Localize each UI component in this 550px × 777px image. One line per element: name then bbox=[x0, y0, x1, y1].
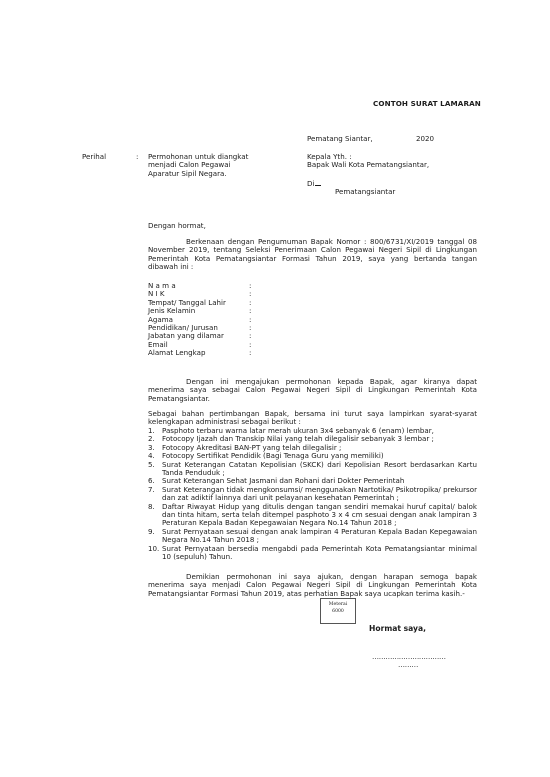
recipient-city: Pematangsiantar bbox=[335, 187, 396, 197]
applicant-field-label: N I K bbox=[148, 289, 165, 299]
applicant-field-colon: : bbox=[249, 281, 252, 290]
recipient-di-text: Di bbox=[307, 178, 315, 188]
attachment-item-text: Pasphoto terbaru warna latar merah ukuran 3x4 sebanyak 6 (enam) lembar, bbox=[162, 426, 434, 435]
attachment-item-number: 10. bbox=[148, 543, 160, 553]
applicant-fields bbox=[148, 282, 251, 358]
paragraph-opening-text: Berkenaan dengan Pengumuman Bapak Nomor : 800/6731/XI/2019 tanggal 08 November 2019, tentang Seleksi Penerimaan Calon Pegawai Negeri Sipil di Lingkungan Pemerintah Kota Pematangsiantar Formasi Tahun 2019, saya yang bertanda tangan dibawah ini : bbox=[148, 237, 477, 272]
attachment-item-number: 7. bbox=[148, 484, 155, 494]
paragraph-opening bbox=[148, 238, 477, 272]
applicant-field-colon: : bbox=[249, 289, 252, 299]
meterai-stamp-box bbox=[320, 598, 356, 624]
attachment-item bbox=[148, 486, 477, 503]
attachment-item-text: Fotocopy Sertifikat Pendidik (Bagi Tenaga Guru yang memiliki) bbox=[162, 451, 384, 461]
perihal-subject bbox=[148, 153, 248, 178]
recipient-title: Kepala Yth. : bbox=[307, 152, 352, 161]
applicant-field-label: Agama bbox=[148, 314, 173, 324]
recipient-address bbox=[307, 153, 429, 197]
paragraph-request-text: Dengan ini mengajukan permohonan kepada Bapak, agar kiranya dapat menerima saya sebagai Calon Pegawai Negeri Sipil di Lingkungan Pemerintah Kota Pematangsiantar. bbox=[148, 377, 477, 403]
attachment-item-text: Surat Pernyataan bersedia mengabdi pada Pemerintah Kota Pematangsiantar minimal 10 (sepuluh) Tahun. bbox=[162, 543, 477, 562]
attachment-item-number: 8. bbox=[148, 501, 155, 511]
perihal-line: Aparatur Sipil Negara. bbox=[148, 168, 227, 178]
attachment-item-text: Surat Keterangan tidak mengkonsumsi/ menggunakan Nartotika/ Psikotropika/ prekursor dan zat adiktif lainnya dari unit pelayanan kesehatan Pemerintah ; bbox=[162, 484, 477, 503]
applicant-field-label: Pendidikan/ Jurusan bbox=[148, 322, 218, 332]
meterai-label: Meterai bbox=[328, 602, 348, 607]
paragraph-attachments-text: Sebagai bahan pertimbangan Bapak, bersama ini turut saya lampirkan syarat-syarat kelengkapan administrasi sebagai berikut : bbox=[148, 409, 477, 427]
attachment-item-number: 6. bbox=[148, 476, 155, 486]
attachment-item bbox=[148, 545, 477, 562]
letter-year: 2020 bbox=[416, 134, 435, 143]
signature-sub-line: ……… bbox=[398, 661, 419, 669]
paragraph-closing bbox=[148, 573, 477, 598]
paragraph-attachments-intro bbox=[148, 410, 477, 427]
paragraph-closing-text: Demikian permohonan ini saya ajukan, dengan harapan semoga bapak menerima saya menjadi Calon Pegawai Negeri Sipil di Lingkungan Pemerintah Kota Pematangsiantar Formasi Tahun 2019, atas perhatian Bapak saya ucapkan terima kasih.- bbox=[148, 572, 477, 598]
applicant-field-label: Jenis Kelamin bbox=[148, 306, 196, 316]
applicant-field-colon: : bbox=[249, 297, 252, 307]
signature-name-line: …………………………… bbox=[372, 653, 446, 661]
applicant-field-label: N a m a bbox=[148, 281, 176, 290]
letter-title: CONTOH SURAT LAMARAN bbox=[373, 99, 481, 108]
perihal-colon: : bbox=[136, 152, 139, 161]
closing-salutation: Hormat saya, bbox=[369, 624, 426, 633]
attachment-item bbox=[148, 461, 477, 478]
paragraph-request bbox=[148, 378, 477, 403]
perihal-line: Permohonan untuk diangkat bbox=[148, 152, 249, 161]
text-cursor-mark bbox=[315, 179, 321, 186]
meterai-value: 6000 bbox=[332, 609, 344, 614]
attachment-item-number: 5. bbox=[148, 459, 155, 469]
applicant-field-colon: : bbox=[249, 339, 252, 349]
greeting: Dengan hormat, bbox=[148, 221, 206, 230]
applicant-field-label: Tempat/ Tanggal Lahir bbox=[148, 297, 226, 307]
applicant-field-label: Jabatan yang dilamar bbox=[148, 331, 224, 341]
applicant-field-colon: : bbox=[249, 331, 252, 341]
applicant-field-colon: : bbox=[249, 306, 252, 316]
attachment-item-text: Fotocopy Akreditasi BAN-PT yang telah dilegalisir ; bbox=[162, 442, 342, 452]
attachment-item-number: 4. bbox=[148, 451, 155, 461]
applicant-field-colon: : bbox=[249, 348, 252, 358]
perihal-label: Perihal bbox=[82, 152, 107, 161]
attachment-item bbox=[148, 503, 477, 528]
attachment-item-text: Daftar Riwayat Hidup yang ditulis dengan tangan sendiri memakai huruf capital/ balok dan tinta hitam, serta telah ditempel pasphoto 3 x 4 cm sesuai dengan anak lampiran 3 Peraturan Kepala Badan Kepegawaian Negara No.14 Tahun 2018 ; bbox=[162, 501, 477, 528]
attachment-item-number: 9. bbox=[148, 526, 155, 536]
letter-place: Pematang Siantar, bbox=[307, 134, 373, 143]
attachment-item-text: Surat Pernyataan sesuai dengan anak lampiran 4 Peraturan Kepala Badan Kepegawaian Negara No.14 Tahun 2018 ; bbox=[162, 526, 477, 545]
applicant-field-colon: : bbox=[249, 322, 252, 332]
attachment-item-number: 2. bbox=[148, 434, 155, 444]
attachment-item-text: Fotocopy Ijazah dan Transkip Nilai yang telah dilegalisir sebanyak 3 lembar ; bbox=[162, 434, 434, 444]
applicant-field-colon: : bbox=[249, 314, 252, 324]
applicant-field-row bbox=[148, 349, 251, 357]
attachment-item bbox=[148, 528, 477, 545]
attachment-list bbox=[148, 427, 477, 562]
applicant-field-label: Alamat Lengkap bbox=[148, 348, 206, 358]
attachment-item-number: 3. bbox=[148, 442, 155, 452]
perihal-line: menjadi Calon Pegawai bbox=[148, 160, 231, 170]
applicant-field-label: Email bbox=[148, 339, 168, 349]
recipient-name: Bapak Wali Kota Pematangsiantar, bbox=[307, 160, 430, 170]
attachment-item-text: Surat Keterangan Sehat Jasmani dan Rohani dari Dokter Pemerintah bbox=[162, 476, 405, 486]
attachment-item-number: 1. bbox=[148, 426, 155, 435]
attachment-item-text: Surat Keterangan Catatan Kepolisian (SKCK) dari Kepolisian Resort berdasarkan Kartu Tanda Penduduk ; bbox=[162, 459, 477, 478]
